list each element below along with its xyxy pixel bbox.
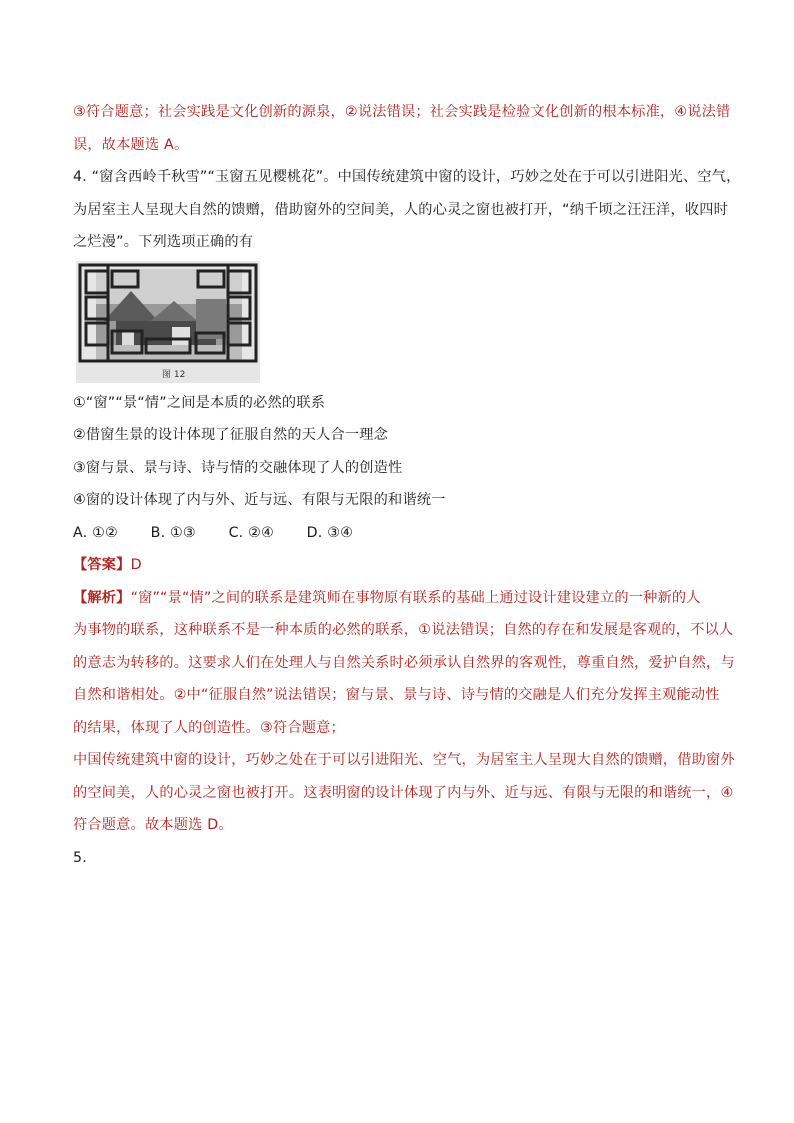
analysis-line-7: 的空间美，人的心灵之窗也被打开。这表明窗的设计体现了内与外、近与远、有限与无限的和谐统一，④ <box>73 784 734 801</box>
answer-line <box>73 549 725 582</box>
analysis-line-6: 中国传统建筑中窗的设计，巧妙之处在于可以引进阳光、空气，为居室主人呈现大自然的馈赠，借助窗外 <box>73 752 735 768</box>
figure-caption: 图 12 <box>162 369 186 380</box>
analysis-text-1: “窗”“景“情”之间的联系是建筑师在事物原有联系的基础上通过设计建设建立的一种新的人 <box>130 589 701 606</box>
analysis-line-3: 的意志为转移的。这要求人们在处理人与自然关系时必须承认自然界的客观性，尊重自然，爱护自然，与 <box>73 654 735 671</box>
statement-4: ④窗的设计体现了内与外、近与远、有限与无限的和谐统一 <box>73 492 446 508</box>
answer-label: 【答案】 <box>73 557 131 573</box>
analysis-line-8: 符合题意。故本题选 D。 <box>73 817 233 833</box>
analysis-line-4: 自然和谐相处。②中“征服自然”说法错误；窗与景、景与诗、诗与情的交融是人们充分发挥主观能动性 <box>73 687 720 703</box>
statement-1: ①“窗”“景“情”之间是本质的必然的联系 <box>73 394 326 411</box>
analysis-line-1 <box>73 582 725 615</box>
statement-3: ③窗与景、景与诗、诗与情的交融体现了人的创造性 <box>73 459 403 476</box>
option-b: B. ①③ <box>150 524 196 541</box>
option-a: A. ①② <box>73 524 118 541</box>
analysis-label: 【解析】 <box>73 589 131 606</box>
analysis-line-2: 为事物的联系，这种联系不是一种本质的必然的联系，①说法错误；自然的存在和发展是客观的，不以人 <box>73 622 734 638</box>
option-c: C. ②④ <box>228 524 274 541</box>
option-d: D. ③④ <box>306 524 354 541</box>
prev-answer-line-1: ③符合题意；社会实践是文化创新的源泉，②说法错误；社会实践是检验文化创新的根本标准，④说法错 <box>73 104 731 120</box>
question-stem-text: “窗含西岭千秋雪”“玉窗五见樱桃花”。中国传统建筑中窗的设计，巧妙之处在于可以引进阳光、空气， <box>91 169 741 185</box>
prev-answer-line-2: 误，故本题选 A。 <box>73 136 189 153</box>
question-stem-line-3: 之烂漫”。下列选项正确的有 <box>73 234 254 250</box>
figure-12-chinese-window-photo <box>76 261 260 383</box>
document-page <box>73 96 741 874</box>
question-stem-line-2: 为居室主人呈现大自然的馈赠，借助窗外的空间美，人的心灵之窗也被打开，“纳千顷之汪汪洋，收四时 <box>73 201 728 218</box>
statement-2: ②借窗生景的设计体现了征服自然的天人合一理念 <box>73 427 389 443</box>
answer-value: D <box>130 557 142 573</box>
question-number: 4. <box>73 169 87 185</box>
question-stem-line-1 <box>73 161 741 194</box>
analysis-line-5: 的结果，体现了人的创造性。③符合题意； <box>73 719 345 736</box>
next-question-number: 5. <box>73 849 87 866</box>
answer-options <box>73 517 725 550</box>
